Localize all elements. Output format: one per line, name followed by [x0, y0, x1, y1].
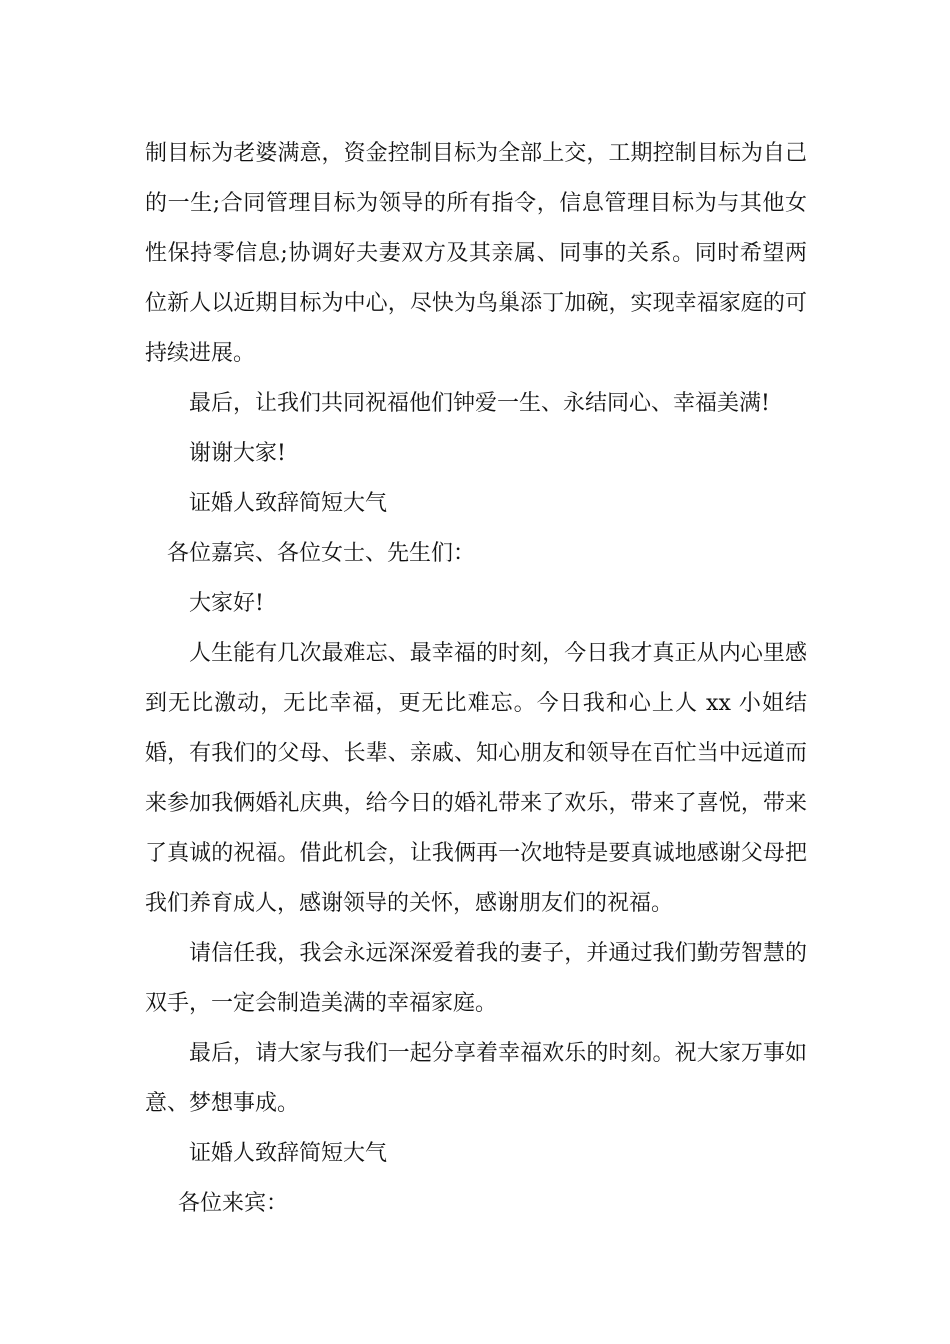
paragraph-8: 请信任我，我会永远深深爱着我的妻子，并通过我们勤劳智慧的双手，一定会制造美满的幸福家庭。	[145, 941, 807, 1016]
paragraph-9: 最后，请大家与我们一起分享着幸福欢乐的时刻。祝大家万事如意、梦想事成。	[145, 1041, 807, 1116]
document-body	[145, 129, 807, 1229]
section-heading-2: 证婚人致辞简短大气	[189, 1141, 388, 1166]
paragraph-7: 人生能有几次最难忘、最幸福的时刻，今日我才真正从内心里感到无比激动，无比幸福，更无比难忘。今日我和心上人 xx 小姐结婚，有我们的父母、长辈、亲戚、知心朋友和领导在百忙当中远道而来参加我俩婚礼庆典，给今日的婚礼带来了欢乐，带来了喜悦，带来了真诚的祝福。借此机会，让我俩再一次地特是要真诚地感谢父母把我们养育成人，感谢领导的关怀，感谢朋友们的祝福。	[145, 641, 807, 916]
section-heading-1: 证婚人致辞简短大气	[189, 491, 388, 516]
salutation-1: 各位嘉宾、各位女士、先生们：	[167, 541, 476, 566]
paragraph-3: 谢谢大家!	[189, 441, 286, 466]
paragraph-1: 制目标为老婆满意，资金控制目标为全部上交，工期控制目标为自己的一生;合同管理目标为领导的所有指令，信息管理目标为与其他女性保持零信息;协调好夫妻双方及其亲属、同事的关系。同时希望两位新人以近期目标为中心，尽快为鸟巢添丁加碗，实现幸福家庭的可持续进展。	[145, 141, 807, 366]
salutation-2: 各位来宾：	[178, 1191, 289, 1216]
greeting: 大家好!	[189, 591, 264, 616]
paragraph-2: 最后，让我们共同祝福他们钟爱一生、永结同心、幸福美满!	[189, 391, 770, 416]
